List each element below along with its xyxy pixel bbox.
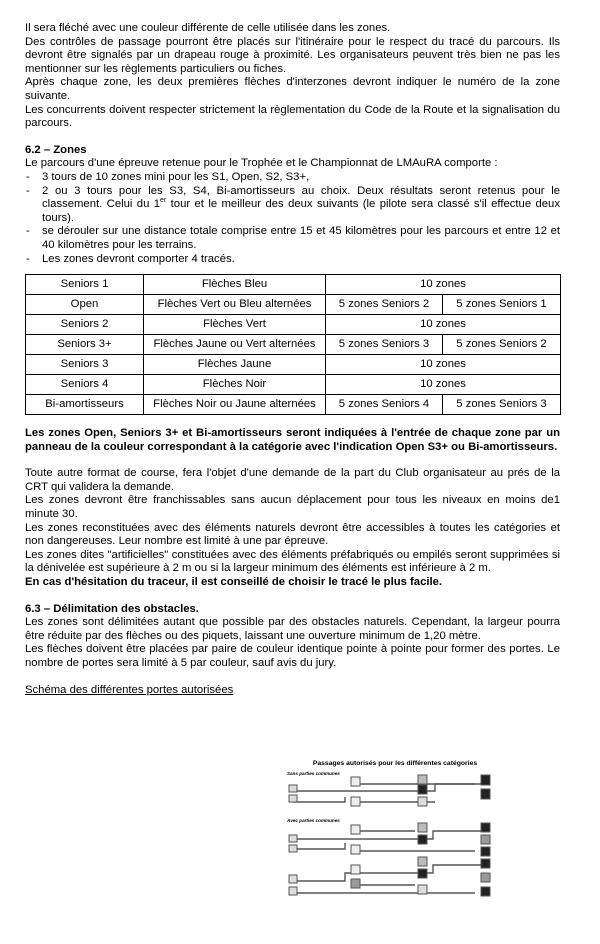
- table-row: [26, 295, 561, 315]
- arrows-cell: Flèches Bleu: [144, 275, 326, 295]
- table-row: [26, 335, 561, 355]
- arrows-cell: Flèches Vert: [144, 315, 326, 335]
- zones-cell: 5 zones Seniors 2: [326, 295, 443, 315]
- zones-cell: 5 zones Seniors 3: [443, 395, 561, 415]
- zones-lead: Le parcours d'une épreuve retenue pour le Trophée et le Championnat de LMAuRA comporte :: [25, 157, 498, 170]
- arrows-cell: Flèches Noir ou Jaune alternées: [144, 395, 326, 415]
- diagram-row-c: [289, 857, 490, 896]
- zones-cell: 10 zones: [326, 315, 561, 335]
- zones-bullet-list: [25, 171, 560, 266]
- intro-paragraph-2: Des contrôles de passage pourront être placés sur l'itinéraire pour le respect du tracé du parcours. Ils devront être signalés par un drapeau rouge à proximité. Les organisateurs peuvent très bien ne pas les mentionner sur les règlements particuliers ou fiches.: [25, 35, 560, 75]
- obstacles-paragraph-1: Les zones sont délimitées autant que possible par des obstacles naturels. Cependant, la largeur pourra être réduite par des flèches ou des piquets, laissant une ouverture minimum de 1,20 mètre.: [25, 616, 560, 642]
- zones-cell: 10 zones: [326, 375, 561, 395]
- paragraph-artificial-zones: Les zones dites "artificielles" constituées avec des éléments préfabriqués ou empilés seront supprimées si la dénivelée est supérieure à 2 m ou si la largeur minimum des éléments est inférieure à 2 m.: [25, 548, 560, 575]
- zones-cell: 10 zones: [326, 275, 561, 295]
- gates-diagram: [285, 757, 505, 907]
- diagram-row-b: [289, 823, 490, 856]
- section-heading-obstacles: 6.3 – Délimitation des obstacles.: [25, 602, 199, 615]
- category-cell: Seniors 3+: [26, 335, 144, 355]
- intro-paragraph-4: Les concurrents doivent respecter strictement la règlementation du Code de la Route et la signalisation du parcours.: [25, 103, 560, 130]
- table-row: [26, 315, 561, 335]
- category-cell: Seniors 2: [26, 315, 144, 335]
- document-page: [25, 22, 560, 697]
- bold-note: Les zones Open, Seniors 3+ et Bi-amortisseurs seront indiquées à l'entrée de chaque zone par un panneau de la couleur correspondant à la catégorie avec l'indication Open S3+ ou Bi-amortisseurs.: [25, 427, 560, 453]
- arrows-cell: Flèches Vert ou Bleu alternées: [144, 295, 326, 315]
- obstacles-paragraph-2: Les flèches doivent être placées par paire de couleur identique pointe à pointe pour former des portes. Le nombre de portes sera limité à 5 par couleur, sauf avis du jury.: [25, 643, 560, 669]
- zones-cell: 10 zones: [326, 355, 561, 375]
- arrows-cell: Flèches Noir: [144, 375, 326, 395]
- diagram-label-a: Sans parties communes: [287, 771, 340, 776]
- table-row: [26, 275, 561, 295]
- table-row: [26, 375, 561, 395]
- advice-note: En cas d'hésitation du traceur, il est conseillé de choisir le tracé le plus facile.: [25, 576, 443, 589]
- arrows-cell: Flèches Jaune ou Vert alternées: [144, 335, 326, 355]
- category-cell: Seniors 3: [26, 355, 144, 375]
- schema-caption: Schéma des différentes portes autorisées: [25, 683, 234, 696]
- section-heading-zones: 6.2 – Zones: [25, 143, 87, 156]
- diagram-row-a: [289, 775, 490, 806]
- bullet-item: - 2 ou 3 tours pour les S3, S4, Bi-amortisseurs au choix. Deux résultats seront retenus pour le classement. Celui du 1er tour et le meilleur des deux suivants (le pilote sera classé s'il effectue deux tours).: [25, 185, 560, 226]
- category-cell: Bi-amortisseurs: [26, 395, 144, 415]
- category-cell: Seniors 4: [26, 375, 144, 395]
- diagram-title: Passages autorisés pour les différentes catégories: [312, 760, 478, 767]
- zones-cell: 5 zones Seniors 2: [443, 335, 561, 355]
- zones-cell: 5 zones Seniors 3: [326, 335, 443, 355]
- diagram-label-b: Avec parties communes: [287, 818, 340, 823]
- bullet-item: - Les zones devront comporter 4 tracés.: [25, 253, 560, 267]
- paragraph-format: Toute autre format de course, fera l'objet d'une demande de la part du Club organisateur au prés de la CRT qui validera la demande.: [25, 467, 560, 493]
- category-cell: Seniors 1: [26, 275, 144, 295]
- zones-cell: 5 zones Seniors 1: [443, 295, 561, 315]
- paragraph-time: Les zones devront être franchissables sans aucun déplacement pour tous les niveaux en moins de1 minute 30.: [25, 494, 560, 521]
- paragraph-natural-zones: Les zones reconstituées avec des éléments naturels devront être accessibles à toutes les catégories et non dangereuses. Leur nombre est limité à une par épreuve.: [25, 521, 560, 548]
- bullet-item: - 3 tours de 10 zones mini pour les S1, Open, S2, S3+,: [25, 171, 560, 185]
- arrows-cell: Flèches Jaune: [144, 355, 326, 375]
- table-row: [26, 355, 561, 375]
- intro-line-1: Il sera fléché avec une couleur différente de celle utilisée dans les zones.: [25, 22, 391, 34]
- category-table: [25, 274, 561, 415]
- bullet-item: - se dérouler sur une distance totale comprise entre 15 et 45 kilomètres pour les parcours et entre 12 et 40 kilomètres pour les terrains.: [25, 225, 560, 252]
- table-row: [26, 395, 561, 415]
- category-cell: Open: [26, 295, 144, 315]
- intro-paragraph-3: Après chaque zone, les deux premières flèches d'interzones devront indiquer le numéro de la zone suivante.: [25, 76, 560, 102]
- zones-cell: 5 zones Seniors 4: [326, 395, 443, 415]
